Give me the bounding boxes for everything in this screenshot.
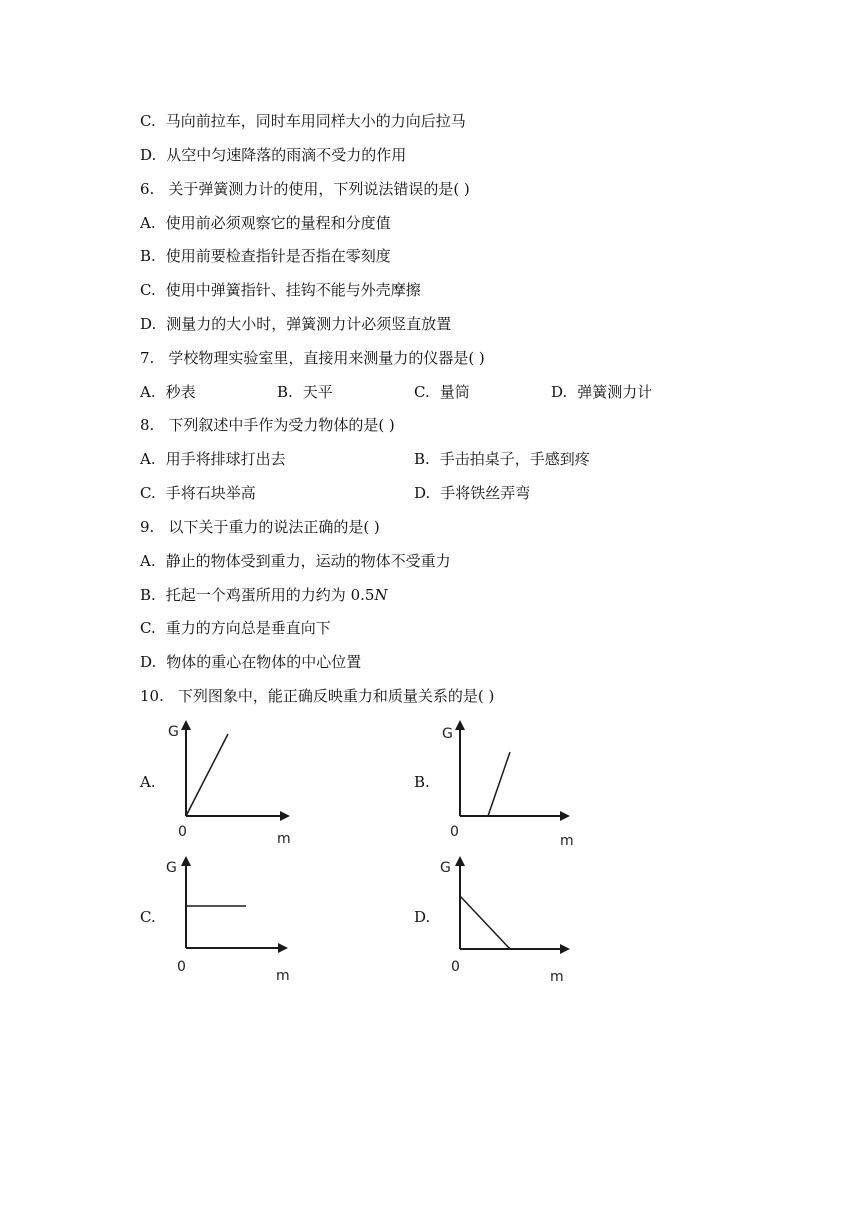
question-stem: 学校物理实验室里，直接用来测量力的仪器是( ) — [168, 349, 485, 367]
option-text: 手将铁丝弄弯 — [440, 484, 531, 502]
option-label: C. — [140, 112, 156, 130]
option-text: 天平 — [302, 383, 333, 401]
q7-option-a — [140, 382, 196, 402]
g-m-line — [186, 734, 228, 816]
option-label: C. — [140, 281, 156, 299]
y-axis-arrow-icon — [181, 856, 191, 866]
y-axis-label: G — [168, 724, 179, 740]
option-text: 重力的方向总是垂直向下 — [165, 619, 331, 637]
option-text: 从空中匀速降落的雨滴不受力的作用 — [166, 146, 407, 164]
option-text: 使用前要检查指针是否指在零刻度 — [165, 247, 391, 265]
math-expression — [351, 586, 388, 604]
option-label: B. — [140, 586, 156, 604]
option-label: C. — [140, 619, 156, 637]
option-label: C. — [414, 383, 430, 401]
x-axis-label: m — [550, 969, 564, 985]
x-axis-label: m — [277, 831, 291, 847]
question-number: 9. — [140, 518, 155, 536]
option-label: D. — [551, 383, 568, 401]
graph-c-label: C. — [140, 908, 156, 926]
question-stem: 下列叙述中手作为受力物体的是( ) — [168, 416, 395, 434]
option-text: 量筒 — [439, 383, 470, 401]
y-axis-arrow-icon — [181, 720, 191, 730]
q8-option-c — [140, 483, 256, 503]
option-label: B. — [414, 450, 430, 468]
q9-option-a — [140, 551, 451, 571]
option-text: 马向前拉车，同时车用同样大小的力向后拉马 — [165, 112, 466, 130]
q7-option-d — [551, 382, 652, 402]
question-number: 10. — [140, 687, 164, 705]
origin-label: 0 — [451, 959, 460, 975]
question-stem: 下列图象中，能正确反映重力和质量关系的是( ) — [177, 687, 495, 705]
option-text: 测量力的大小时，弹簧测力计必须竖直放置 — [166, 315, 452, 333]
option-label: C. — [140, 484, 156, 502]
origin-label: 0 — [178, 824, 187, 840]
option-text: 弹簧测力计 — [577, 383, 653, 401]
option-text: 静止的物体受到重力，运动的物体不受重力 — [165, 552, 451, 570]
y-axis-arrow-icon — [455, 720, 465, 730]
x-axis-arrow-icon — [280, 811, 290, 821]
math-unit: N — [374, 586, 388, 604]
question-stem: 关于弹簧测力计的使用，下列说法错误的是( ) — [168, 180, 470, 198]
origin-label: 0 — [450, 824, 459, 840]
x-axis-label: m — [560, 833, 574, 849]
q6-stem — [140, 179, 470, 199]
q6-option-c — [140, 280, 421, 300]
graph-b — [434, 714, 584, 854]
graph-c — [160, 850, 300, 990]
option-label: B. — [140, 247, 156, 265]
q5-option-d — [140, 145, 406, 165]
option-label: D. — [140, 653, 157, 671]
y-axis-label: G — [166, 860, 177, 876]
question-number: 7. — [140, 349, 155, 367]
y-axis-label: G — [440, 860, 451, 876]
q9-stem — [140, 517, 380, 537]
option-label: D. — [140, 315, 157, 333]
option-label: B. — [277, 383, 293, 401]
option-text: 使用中弹簧指针、挂钩不能与外壳摩擦 — [165, 281, 421, 299]
option-label: A. — [140, 383, 156, 401]
origin-label: 0 — [177, 959, 186, 975]
question-stem: 以下关于重力的说法正确的是( ) — [168, 518, 380, 536]
q8-stem — [140, 415, 395, 435]
q9-option-c — [140, 618, 331, 638]
option-label: D. — [414, 484, 431, 502]
q7-stem — [140, 348, 485, 368]
q6-option-d — [140, 314, 451, 334]
question-number: 6. — [140, 180, 155, 198]
g-m-line — [460, 896, 510, 949]
q8-option-d — [414, 483, 530, 503]
q6-option-b — [140, 246, 391, 266]
x-axis-arrow-icon — [278, 943, 288, 953]
y-axis-label: G — [442, 726, 453, 742]
graph-a-label: A. — [140, 773, 156, 791]
math-value: 0.5 — [350, 586, 375, 604]
question-number: 8. — [140, 416, 155, 434]
q6-option-a — [140, 213, 391, 233]
option-text: 手击拍桌子，手感到疼 — [439, 450, 590, 468]
g-m-line — [488, 752, 510, 816]
x-axis-label: m — [276, 968, 290, 984]
option-text: 物体的重心在物体的中心位置 — [166, 653, 362, 671]
q7-option-c — [414, 382, 470, 402]
q9-option-b — [140, 585, 388, 605]
option-text: 用手将排球打出去 — [165, 450, 286, 468]
graph-d-label: D. — [414, 908, 431, 926]
graph-d — [434, 850, 584, 990]
q5-option-c — [140, 111, 466, 131]
option-text: 使用前必须观察它的量程和分度值 — [165, 214, 391, 232]
q8-option-b — [414, 449, 590, 469]
option-text: 托起一个鸡蛋所用的力约为 — [165, 586, 346, 604]
graph-b-label: B. — [414, 773, 430, 791]
option-label: A. — [140, 552, 156, 570]
option-text: 秒表 — [165, 383, 196, 401]
option-label: A. — [140, 450, 156, 468]
x-axis-arrow-icon — [560, 811, 570, 821]
q7-option-b — [277, 382, 333, 402]
option-label: D. — [140, 146, 157, 164]
option-text: 手将石块举高 — [165, 484, 256, 502]
q9-option-d — [140, 652, 361, 672]
x-axis-arrow-icon — [560, 944, 570, 954]
y-axis-arrow-icon — [455, 856, 465, 866]
q8-option-a — [140, 449, 286, 469]
option-label: A. — [140, 214, 156, 232]
graph-a — [160, 714, 300, 854]
q10-stem — [140, 686, 494, 706]
